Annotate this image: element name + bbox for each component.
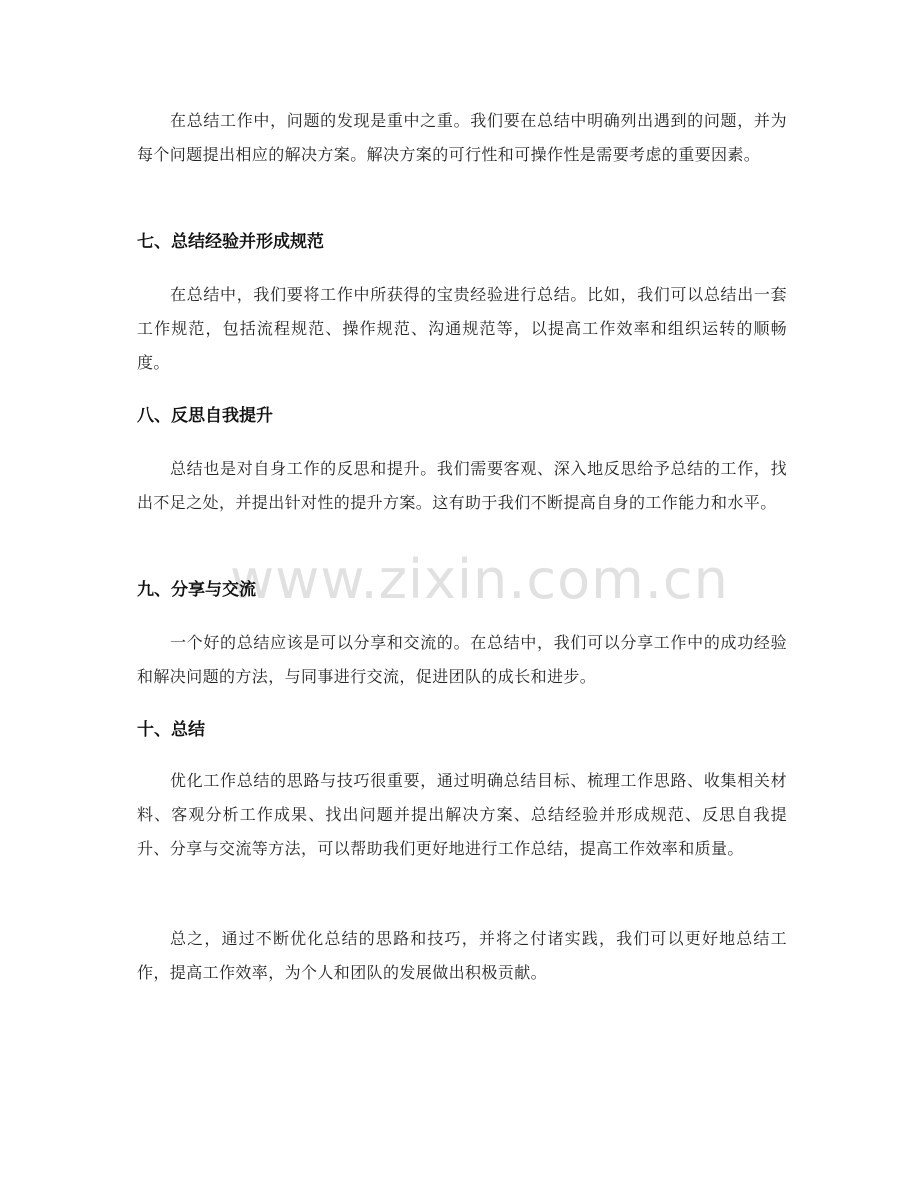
paragraph-section-10-summary: 优化工作总结的思路与技巧很重要，通过明确总结目标、梳理工作思路、收集相关材料、客观分析工作成果、找出问题并提出解决方案、总结经验并形成规范、反思自我提升、分享与交流等方法，可以帮助我们更好地进行工作总结，提高工作效率和质量。 — [137, 771, 787, 858]
paragraph-problem-discovery: 在总结工作中，问题的发现是重中之重。我们要在总结中明确列出遇到的问题，并为每个问题提出相应的解决方案。解决方案的可行性和可操作性是需要考虑的重要因素。 — [137, 111, 787, 164]
paragraph-section-7: 在总结中，我们要将工作中所获得的宝贵经验进行总结。比如，我们可以总结出一套工作规范，包括流程规范、操作规范、沟通规范等，以提高工作效率和组织运转的顺畅度。 — [137, 285, 787, 372]
heading-section-7: 七、总结经验并形成规范 — [137, 232, 324, 252]
heading-section-10: 十、总结 — [137, 720, 205, 740]
paragraph-conclusion: 总之，通过不断优化总结的思路和技巧，并将之付诸实践，我们可以更好地总结工作，提高工作效率，为个人和团队的发展做出积极贡献。 — [137, 929, 787, 982]
paragraph-section-9: 一个好的总结应该是可以分享和交流的。在总结中，我们可以分享工作中的成功经验和解决问题的方法，与同事进行交流，促进团队的成长和进步。 — [137, 633, 787, 686]
heading-section-9: 九、分享与交流 — [137, 580, 256, 600]
watermark-text: www.zixin.com.cn — [230, 548, 729, 611]
paragraph-section-8: 总结也是对自身工作的反思和提升。我们需要客观、深入地反思给予总结的工作，找出不足之处，并提出针对性的提升方案。这有助于我们不断提高自身的工作能力和水平。 — [137, 459, 787, 512]
heading-section-8: 八、反思自我提升 — [137, 406, 273, 426]
